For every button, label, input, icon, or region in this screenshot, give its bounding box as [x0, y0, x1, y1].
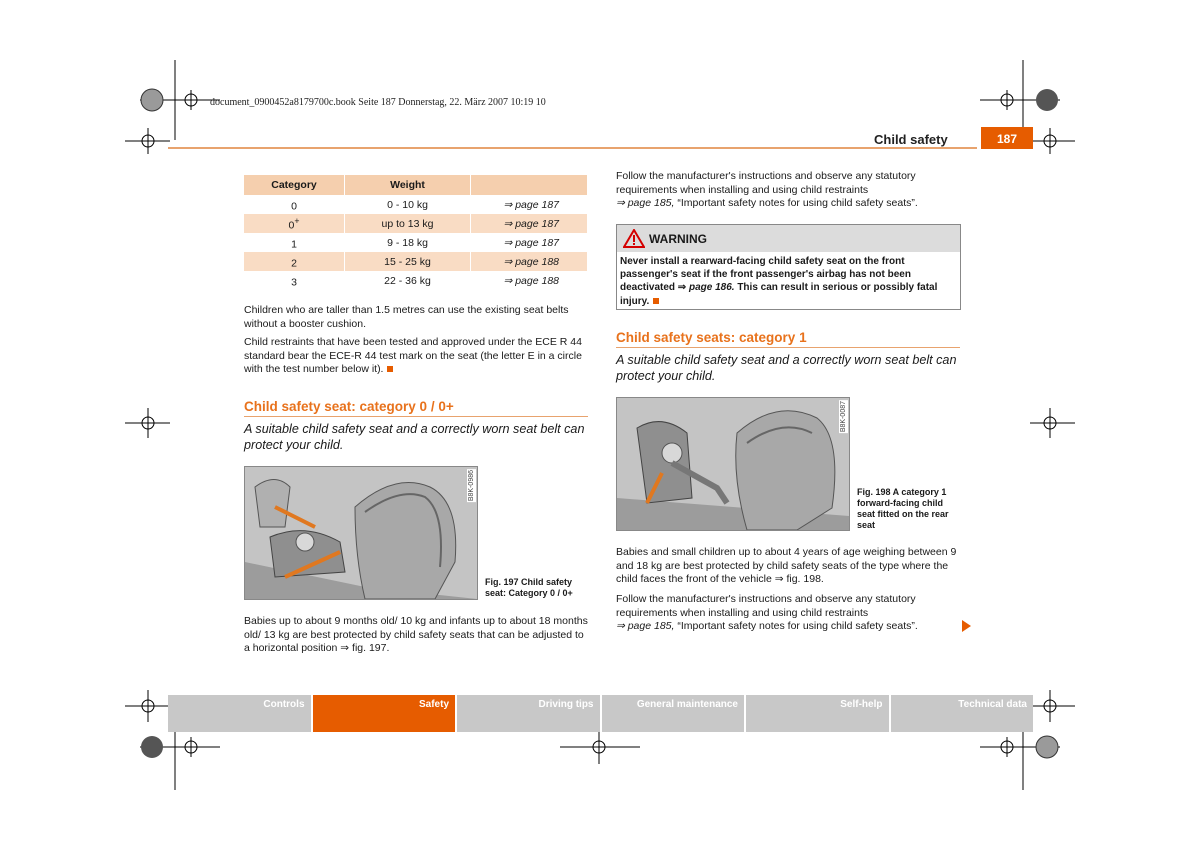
section-subtitle: A suitable child safety seat and a correctly worn seat belt can protect your child.	[244, 422, 585, 452]
section-title: Child safety seats: category 1	[616, 330, 807, 345]
figure-197-image	[244, 466, 478, 600]
figure-code: B8K-0087	[840, 401, 847, 433]
category-table	[244, 175, 588, 290]
table-header	[471, 175, 588, 195]
category-cell: 3	[244, 271, 345, 290]
table-row	[244, 195, 588, 214]
file-info-header: document_0900452a8179700c.book Seite 187 Donnerstag, 22. März 2007 10:19 10	[210, 97, 546, 108]
table-row	[244, 252, 588, 271]
tab-technical-data[interactable]: Technical data	[891, 695, 1034, 732]
table-header-row	[244, 175, 588, 195]
figure-caption: Fig. 197 Child safety seat: Category 0 / 0+	[485, 577, 573, 598]
tab-self-help[interactable]: Self-help	[746, 695, 889, 732]
table-header: Weight	[345, 175, 471, 195]
end-marker-icon	[387, 366, 393, 372]
figure-198-image	[616, 397, 850, 531]
category-cell: 1	[244, 233, 345, 252]
tab-driving-tips[interactable]: Driving tips	[457, 695, 600, 732]
header-rule	[168, 147, 977, 149]
page-ref-link[interactable]: ⇒ page 187	[471, 195, 588, 214]
table-row	[244, 233, 588, 252]
car-seat-illustration	[245, 467, 477, 599]
warning-label: WARNING	[649, 232, 707, 246]
tab-general-maintenance[interactable]: General maintenance	[602, 695, 745, 732]
warning-text: Never install a rearward-facing child safety seat on the front passenger's seat if the front passenger's airbag has not been deactivated ⇒ page 186. This can result in serious or possibly fatal injury.	[620, 256, 938, 307]
page-ref-link[interactable]: page 186.	[686, 282, 735, 294]
page-ref-link[interactable]: ⇒ page 188	[471, 252, 588, 271]
page-ref-link[interactable]: ⇒ page 185,	[616, 197, 675, 210]
running-title: Child safety	[874, 132, 948, 147]
warning-triangle-icon	[623, 229, 645, 248]
warning-header	[617, 225, 960, 252]
weight-cell: 0 - 10 kg	[345, 195, 471, 214]
body-paragraph: Babies up to about 9 months old/ 10 kg and infants up to about 18 months old/ 13 kg are best protected by child safety seats that can be adjusted to a horizontal position ⇒ fig. 197.	[244, 615, 588, 655]
body-paragraph: Babies and small children up to about 4 years of age weighing between 9 and 18 kg are best protected by child safety seats of the type where the child faces the front of the vehicle ⇒ fig. 198.	[616, 546, 957, 586]
page-number: 187	[981, 127, 1033, 149]
table-row	[244, 271, 588, 290]
figure-code: B8K-0986	[468, 470, 475, 502]
body-paragraph: Children who are taller than 1.5 metres can use the existing seat belts without a booster cushion.	[244, 304, 569, 330]
page-ref-link[interactable]: ⇒ page 187	[471, 233, 588, 252]
category-cell: 0+	[244, 214, 345, 233]
warning-box	[616, 224, 961, 310]
page-ref-link[interactable]: ⇒ page 187	[471, 214, 588, 233]
car-seat-illustration	[617, 398, 849, 530]
continue-arrow-icon[interactable]	[962, 620, 971, 632]
end-marker-icon	[653, 298, 659, 304]
tab-safety[interactable]: Safety	[313, 695, 456, 732]
table-row	[244, 214, 588, 233]
weight-cell: up to 13 kg	[345, 214, 471, 233]
section-rule	[244, 416, 588, 417]
category-cell: 2	[244, 252, 345, 271]
tab-controls[interactable]: Controls	[168, 695, 311, 732]
section-title: Child safety seat: category 0 / 0+	[244, 399, 454, 414]
body-paragraph: Follow the manufacturer's instructions and observe any statutory requirements when installing and using child restraints ⇒ page 185, “Important safety notes for using child safety seats”.	[616, 170, 918, 210]
page-ref-link[interactable]: ⇒ page 188	[471, 271, 588, 290]
chapter-tabs	[168, 695, 1033, 732]
section-subtitle: A suitable child safety seat and a correctly worn seat belt can protect your child.	[616, 353, 957, 383]
category-cell: 0	[244, 195, 345, 214]
figure-caption: Fig. 198 A category 1 forward-facing child seat fitted on the rear seat	[857, 487, 949, 530]
weight-cell: 9 - 18 kg	[345, 233, 471, 252]
body-paragraph: Child restraints that have been tested and approved under the ECE R 44 standard bear the ECE-R 44 test mark on the seat (the letter E in a circle with the test number below it).	[244, 336, 582, 376]
weight-cell: 15 - 25 kg	[345, 252, 471, 271]
page-ref-link[interactable]: ⇒ page 185,	[616, 620, 675, 633]
body-paragraph: Follow the manufacturer's instructions and observe any statutory requirements when installing and using child restraints ⇒ page 185, “Important safety notes for using child safety seats”.	[616, 593, 918, 633]
section-rule	[616, 347, 960, 348]
table-header: Category	[244, 175, 345, 195]
weight-cell: 22 - 36 kg	[345, 271, 471, 290]
